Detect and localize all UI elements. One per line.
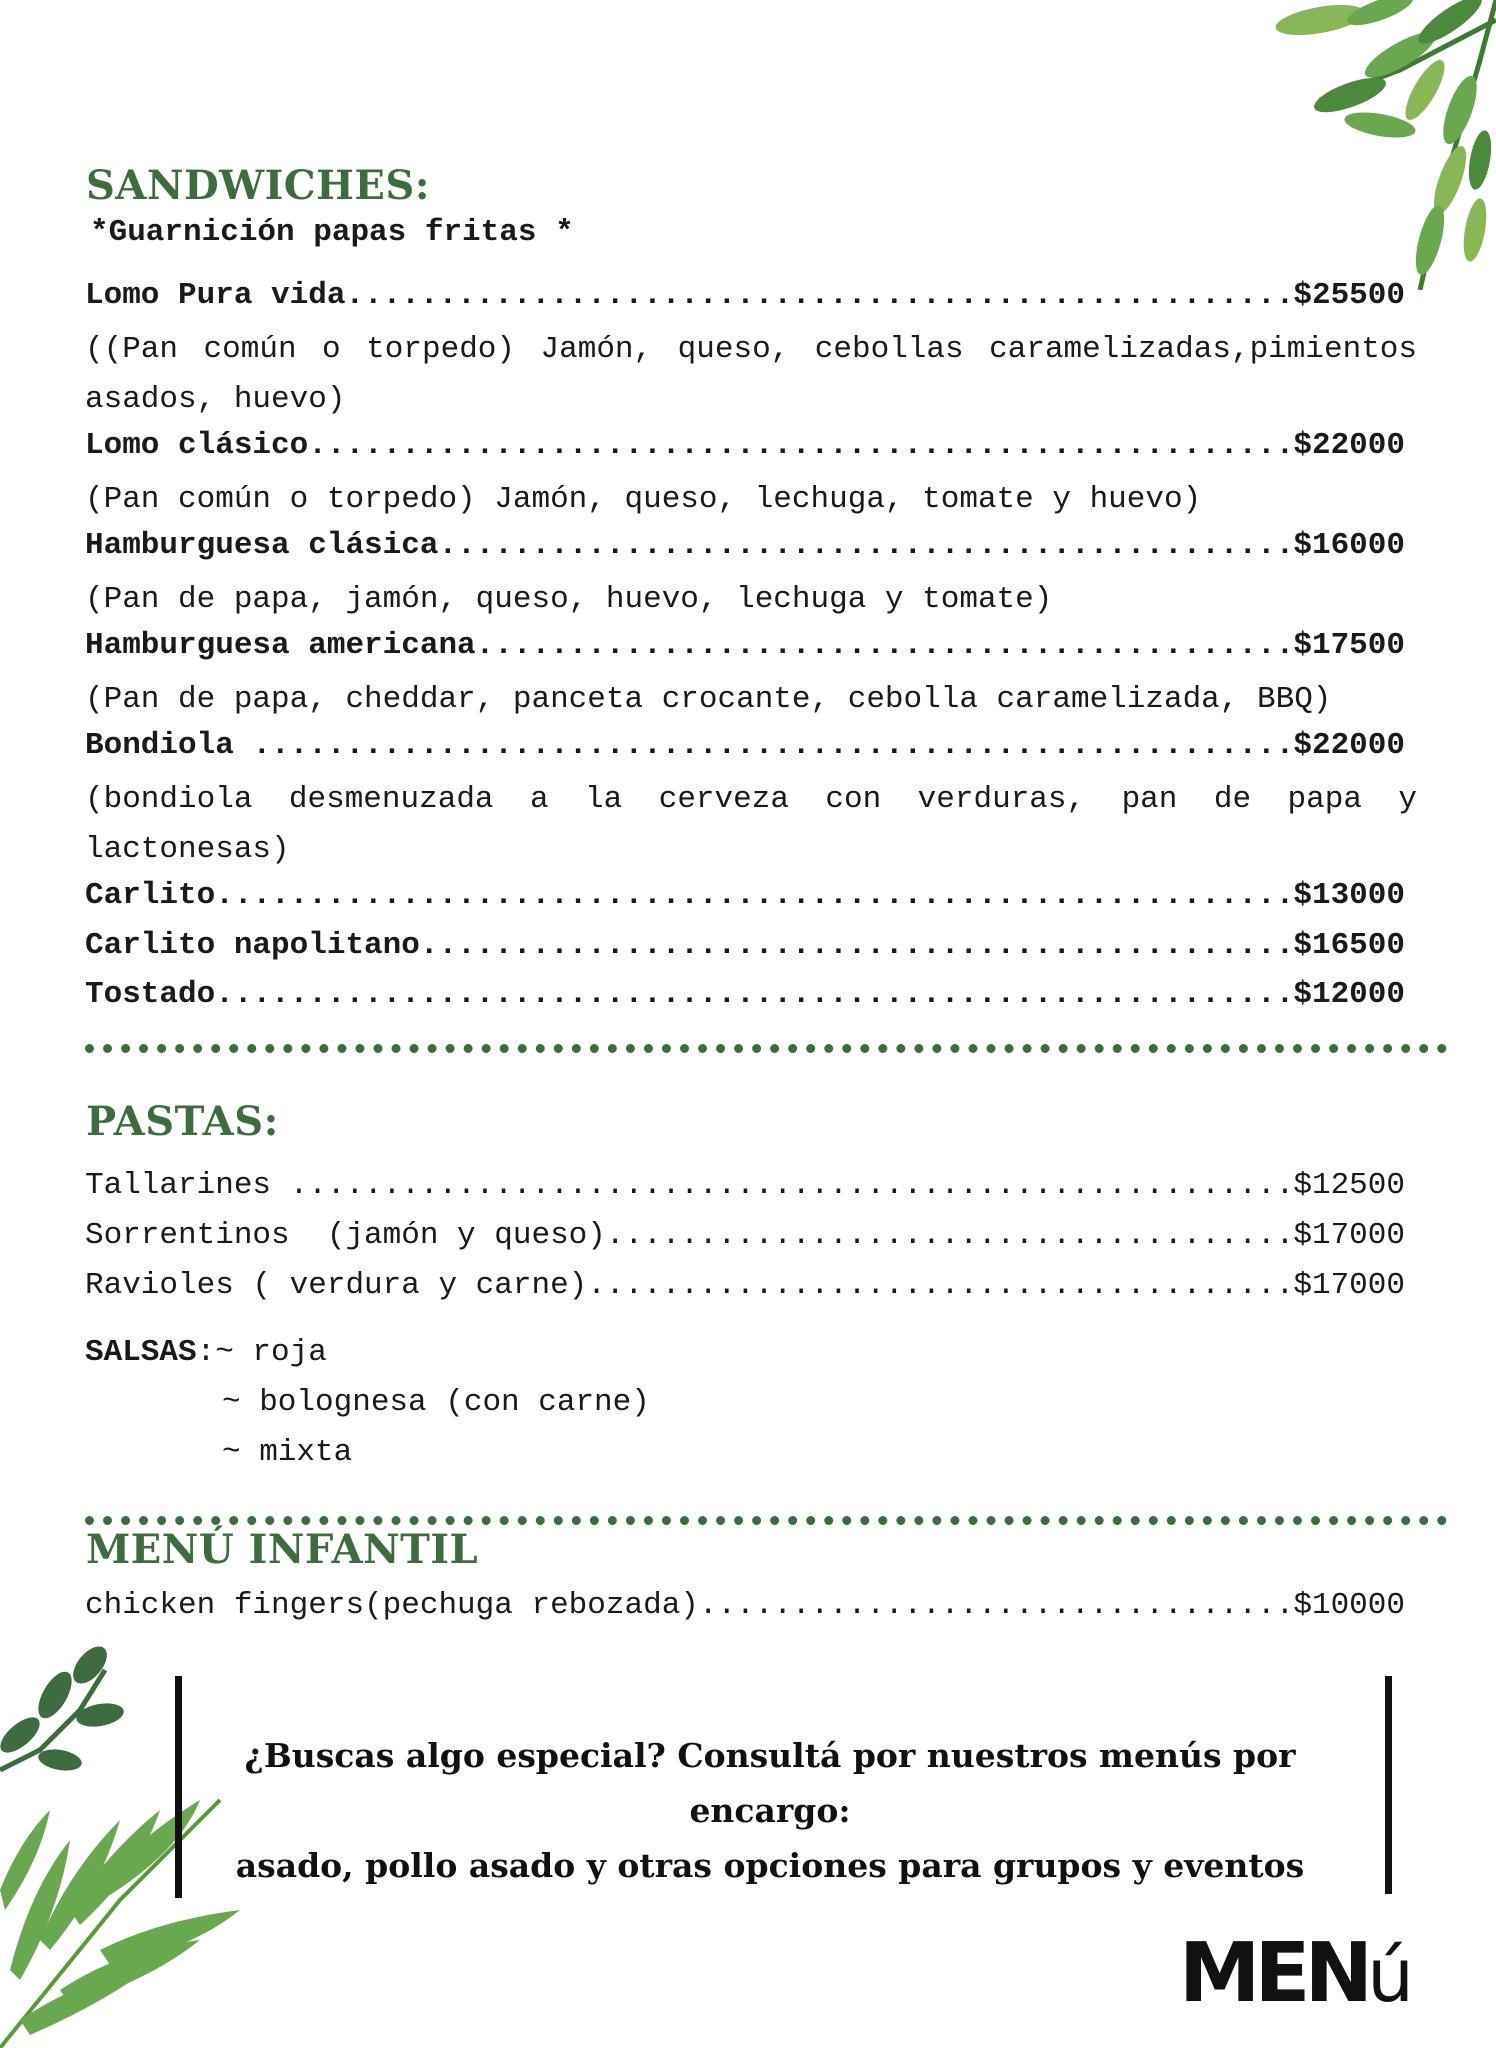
item-price: $12500 xyxy=(1293,1168,1405,1203)
item-name: Bondiola xyxy=(85,728,253,763)
menu-item xyxy=(85,928,1405,974)
item-name: Lomo clásico xyxy=(85,428,309,463)
special-line-2: asado, pollo asado y otras opciones para grupos y eventos xyxy=(235,1846,1305,1885)
logo-accent: ú xyxy=(1367,1933,1414,2019)
kids-menu-title: MENÚ INFANTIL xyxy=(86,1526,479,1573)
item-price: $22000 xyxy=(1293,428,1405,463)
leader-dots xyxy=(345,278,1293,313)
menu-item xyxy=(85,878,1405,924)
item-price: $13000 xyxy=(1293,878,1405,913)
menu-item xyxy=(85,977,1405,1023)
sauce-option: :~ roja xyxy=(196,1335,327,1370)
leader-dots xyxy=(606,1218,1293,1253)
item-name: Ravioles ( verdura y carne) xyxy=(85,1268,588,1303)
pastas-title: PASTAS: xyxy=(86,1098,279,1145)
leader-dots xyxy=(420,928,1294,963)
sauce-option: ~ bolognesa (con carne) xyxy=(222,1385,650,1420)
leader-dots xyxy=(252,728,1293,763)
item-price: $12000 xyxy=(1293,977,1405,1012)
menu-item xyxy=(85,278,1405,324)
item-price: $16000 xyxy=(1293,528,1405,563)
sauces-label-line xyxy=(85,1335,327,1370)
item-price: $16500 xyxy=(1293,928,1405,963)
leader-dots xyxy=(587,1268,1293,1303)
item-description: ((Pan común o torpedo) Jamón, queso, cebollas caramelizadas,pimientos asados, huevo) xyxy=(85,332,1417,417)
item-name: Sorrentinos (jamón y queso) xyxy=(85,1218,606,1253)
sauces-label: SALSAS xyxy=(85,1335,197,1370)
leader-dots xyxy=(215,878,1293,913)
item-price: $17000 xyxy=(1293,1218,1405,1253)
leader-dots xyxy=(308,428,1293,463)
top-right-leaves-decoration xyxy=(1150,0,1496,290)
special-line-1: ¿Buscas algo especial? Consultá por nuestros menús por encargo: xyxy=(244,1736,1296,1830)
leader-dots xyxy=(438,528,1293,563)
leader-dots xyxy=(476,628,1294,663)
menu-item xyxy=(85,1168,1405,1214)
menu-item xyxy=(85,1218,1405,1264)
item-price: $10000 xyxy=(1293,1588,1405,1623)
item-name: chicken fingers(pechuga rebozada) xyxy=(85,1588,699,1623)
item-description: (Pan común o torpedo) Jamón, queso, lechuga, tomate y huevo) xyxy=(85,482,1202,517)
item-name: Tostado xyxy=(85,977,216,1012)
garnish-note: *Guarnición papas fritas * xyxy=(90,215,574,250)
section-divider xyxy=(85,1044,1447,1053)
item-description: (bondiola desmenuzada a la cerveza con verduras, pan de papa y lactonesas) xyxy=(85,782,1417,867)
item-price: $17500 xyxy=(1293,628,1405,663)
menu-item xyxy=(85,1588,1405,1634)
item-name: Hamburguesa clásica xyxy=(85,528,439,563)
item-name: Hamburguesa americana xyxy=(85,628,476,663)
item-name: Lomo Pura vida xyxy=(85,278,346,313)
item-name: Carlito xyxy=(85,878,216,913)
logo-main: MEN xyxy=(1178,1926,1368,2021)
left-bar xyxy=(175,1676,182,1898)
special-order-note xyxy=(185,1728,1355,1893)
sauce-option: ~ mixta xyxy=(222,1435,353,1470)
leader-dots xyxy=(699,1588,1293,1623)
item-price: $22000 xyxy=(1293,728,1405,763)
menu-item xyxy=(85,628,1405,674)
item-description: (Pan de papa, cheddar, panceta crocante, cebolla caramelizada, BBQ) xyxy=(85,682,1332,717)
menu-item xyxy=(85,1268,1405,1314)
item-description: (Pan de papa, jamón, queso, huevo, lechuga y tomate) xyxy=(85,582,1053,617)
sandwiches-title: SANDWICHES: xyxy=(86,162,431,209)
item-name: Carlito napolitano xyxy=(85,928,420,963)
menu-item xyxy=(85,528,1405,574)
section-divider xyxy=(85,1516,1447,1525)
menu-item xyxy=(85,428,1405,474)
item-price: $25500 xyxy=(1293,278,1405,313)
item-name: Tallarines xyxy=(85,1168,290,1203)
leader-dots xyxy=(215,977,1293,1012)
menu-item xyxy=(85,728,1405,774)
item-price: $17000 xyxy=(1293,1268,1405,1303)
leader-dots xyxy=(290,1168,1294,1203)
menu-logo xyxy=(1179,1926,1414,2021)
right-bar xyxy=(1385,1676,1392,1894)
